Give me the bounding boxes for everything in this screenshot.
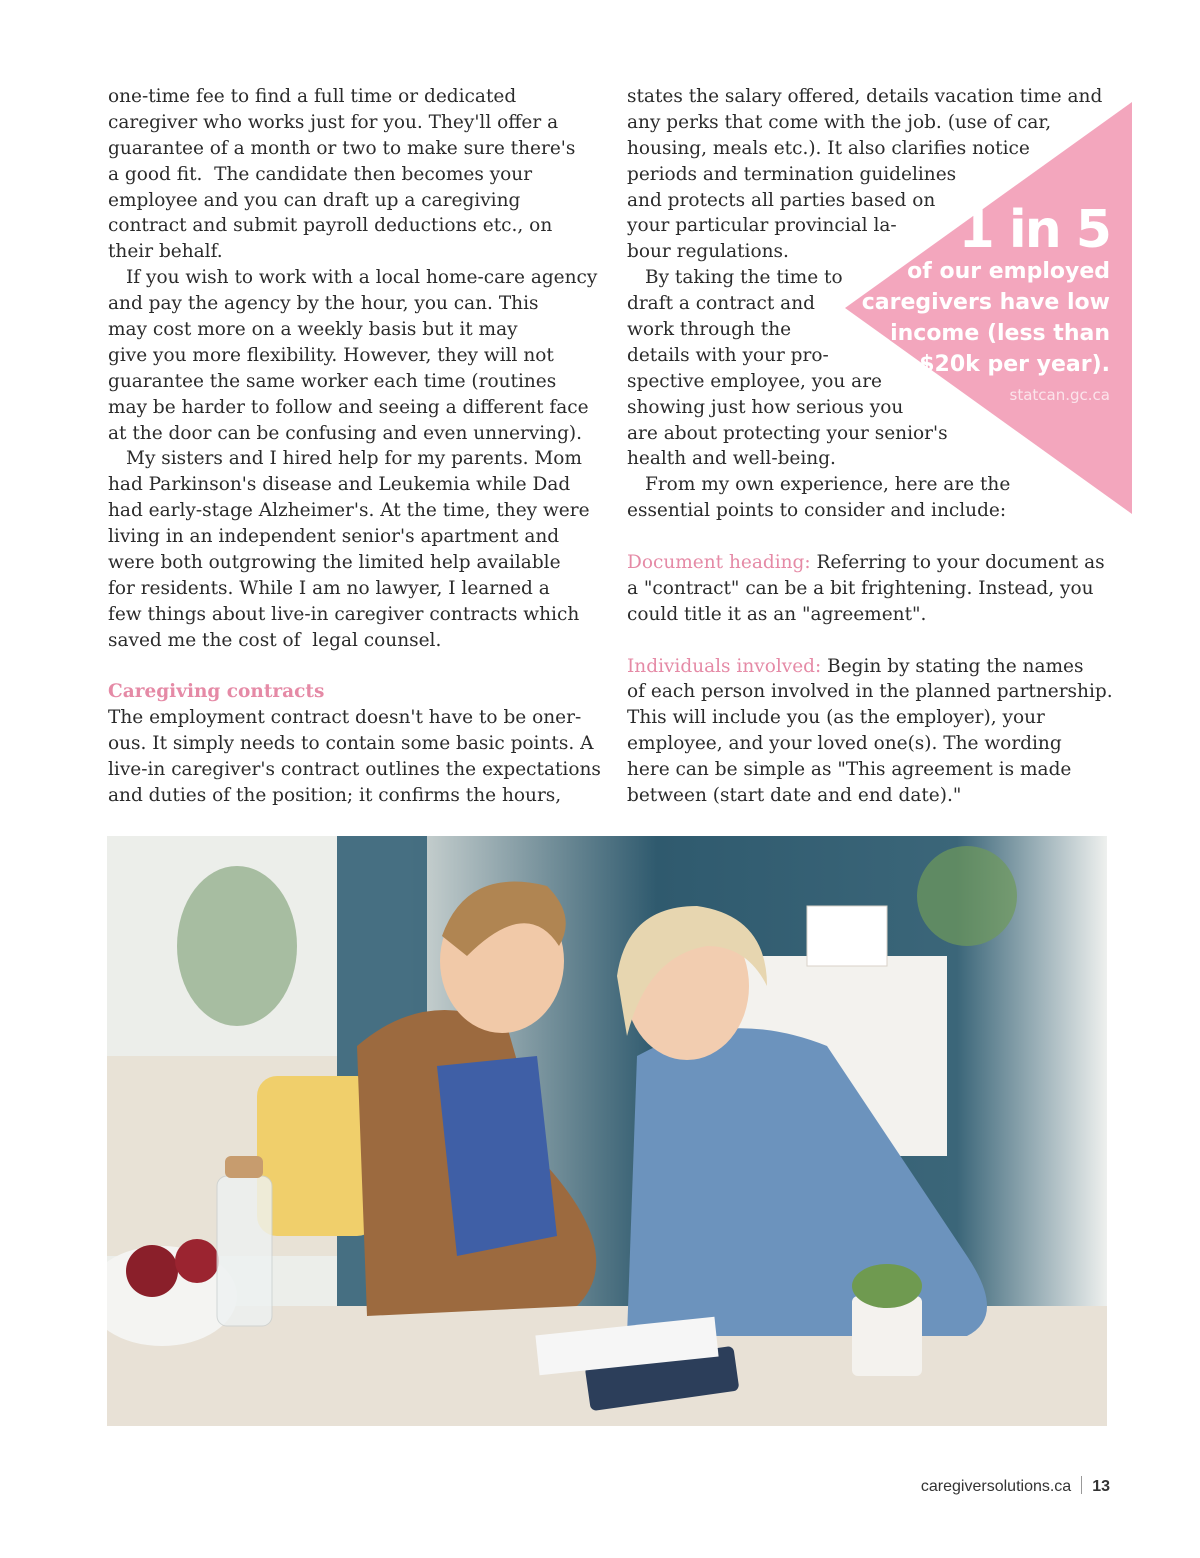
text-line: and duties of the position; it confirms the hours, [108,785,562,807]
text-line: states the salary offered, details vacation time and [627,86,1103,107]
inline-heading: Individuals involved: [627,655,822,677]
text-line: My sisters and I hired help for my parents. Mom [126,448,582,470]
text-line [627,550,1122,576]
text-line: ous. It simply needs to contain some basic points. A [108,733,594,755]
caregiver-photo [107,836,1107,1426]
text-line: and pay the agency by the hour, you can. This [108,293,539,315]
text-line: employee, and your loved one(s). The wording [627,733,1062,755]
section-heading: Caregiving contracts [108,681,325,703]
footer-divider [1081,1476,1082,1494]
callout-stat: 1 in 5 [958,200,1110,260]
text-line: From my own experience, here are the [645,474,1011,496]
individuals-paragraph [627,654,1122,809]
text-span: Referring to your document as [810,552,1105,574]
paragraph-3 [108,446,600,653]
page-footer [921,1476,1110,1496]
text-line: one-time fee to find a full time or dedicated [108,86,517,107]
callout-line: caregivers have low [861,290,1110,315]
callout-source: statcan.gc.ca [1009,386,1110,404]
text-line: could title it as an "agreement". [627,603,927,625]
text-line: This will include you (as the employer), your [627,707,1045,729]
inline-heading: Document heading: [627,552,811,574]
text-line: here can be simple as "This agreement is made [627,759,1072,781]
text-line: draft a contract and [627,293,815,315]
text-line: essential points to consider and include: [627,500,1007,522]
text-line: had early-stage Alzheimer's. At the time, they were [108,500,590,522]
text-line: If you wish to work with a local home-care agency [126,267,598,289]
text-line: and protects all parties based on [627,189,936,211]
left-column [108,84,600,809]
text-line: details with your pro- [627,344,829,366]
site-url[interactable]: caregiversolutions.ca [920,1478,1072,1495]
text-line [627,654,1122,680]
text-line: your particular provincial la- [627,215,897,237]
callout-line: of our employed [907,259,1110,284]
paragraph-1 [627,84,1122,265]
text-line: By taking the time to [645,267,843,289]
text-line: showing just how serious you [627,396,904,418]
text-line: spective employee, you are [627,370,882,392]
document-heading-paragraph [627,550,1122,628]
text-line: living in an independent senior's apartment and [108,526,560,548]
text-line: give you more flexibility. However, they will not [108,344,554,366]
text-line: a "contract" can be a bit frightening. Instead, you [627,577,1094,599]
text-line: guarantee of a month or two to make sure there's [108,137,576,159]
text-line: may be harder to follow and seeing a different face [108,396,589,418]
text-line: caregiver who works just for you. They'll offer a [108,111,559,133]
text-line: contract and submit payroll deductions etc., on [108,215,553,237]
photo-illustration [107,836,1107,1426]
text-span: Begin by stating the names [821,655,1084,677]
text-line: The employment contract doesn't have to be oner- [108,707,582,729]
right-column [627,84,1122,809]
text-line: a good fit. The candidate then becomes your [108,163,533,185]
text-line: of each person involved in the planned partnership. [627,681,1113,703]
text-line: few things about live-in caregiver contracts which [108,603,580,625]
text-line: periods and termination guidelines [627,163,957,185]
text-line: health and well-being. [627,448,836,470]
paragraph-4 [108,705,600,809]
text-line: for residents. While I am no lawyer, I learned a [108,577,550,599]
text-line: guarantee the same worker each time (routines [108,370,557,392]
text-line: bour regulations. [627,241,789,263]
text-line: employee and you can draft up a caregiving [108,189,521,211]
paragraph-2 [108,265,600,446]
paragraph-2 [627,265,1122,472]
text-line: had Parkinson's disease and Leukemia while Dad [108,474,571,496]
callout-line: $20k per year). [919,352,1110,377]
text-line: live-in caregiver's contract outlines the expectations [108,759,601,781]
callout-line: income (less than [890,321,1110,346]
text-line: are about protecting your senior's [627,422,948,444]
paragraph-1 [108,84,600,265]
text-line: may cost more on a weekly basis but it may [108,319,518,341]
text-line: saved me the cost of legal counsel. [108,629,442,651]
page-number: 13 [1092,1478,1110,1495]
text-line: their behalf. [108,241,223,263]
text-line: any perks that come with the job. (use of car, [627,111,1052,133]
paragraph-3 [627,472,1122,524]
text-line: were both outgrowing the limited help available [108,552,561,574]
text-line: between (start date and end date)." [627,785,962,807]
text-line: housing, meals etc.). It also clarifies notice [627,137,1030,159]
text-line: at the door can be confusing and even unnerving). [108,422,583,444]
text-line: work through the [627,319,792,341]
